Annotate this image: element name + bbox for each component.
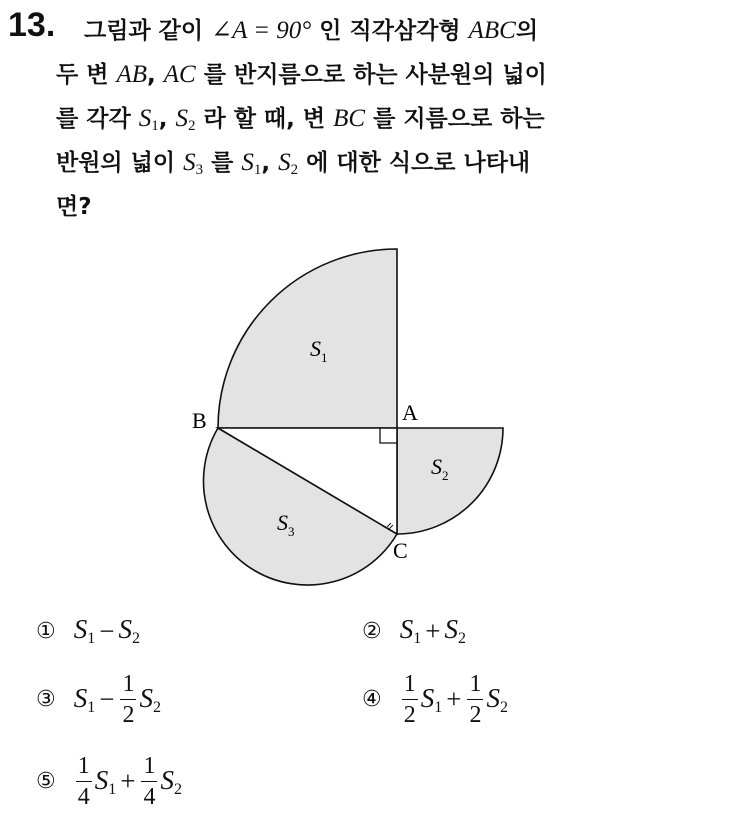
question-number: 13. [8,6,56,44]
choice-4[interactable]: ④ $\frac{1}{2}$ $S_1$ + $\frac{1}{2}$ $S_2$ [362,671,508,728]
quarter-circle-s2 [397,428,503,534]
choice-3[interactable]: ③ $S_1$ − $\frac{1}{2}$ $S_2$ [36,671,161,728]
question-line-3: 를 각각 $S_1$, $S_2$ 라 할 때, 변 BC 를 지름으로 하는 [56,105,545,134]
region-label-s1: $S_1$ [310,336,328,365]
choice-2[interactable]: ② $S_1$ + $S_2$ [362,614,466,647]
question-line-1: 그림과 같이 ∠A = 90° 인 직각삼각형 ABC의 [84,17,539,44]
vertex-label-a: A [402,400,418,425]
choice-1[interactable]: ① $S_1$ − $S_2$ [36,614,140,647]
quarter-circle-s1 [218,249,397,428]
vertex-label-b: B [192,408,207,433]
question-line-5: 면? [56,194,92,220]
vertex-label-c: C [393,538,408,563]
question-line-4: 반원의 넓이 $S_3$ 를 $S_1$, $S_2$ 에 대한 식으로 나타내 [56,149,531,178]
region-label-s2: $S_2$ [431,454,449,483]
angle-condition: ∠A = 90° [211,17,312,44]
region-label-s3: $S_3$ [277,510,295,539]
question-line-2: 두 변 AB, AC 를 반지름으로 하는 사분원의 넓이 [56,61,547,88]
choice-5[interactable]: ⑤ $\frac{1}{4}$ $S_1$ + $\frac{1}{4}$ $S_2$ [36,753,182,810]
